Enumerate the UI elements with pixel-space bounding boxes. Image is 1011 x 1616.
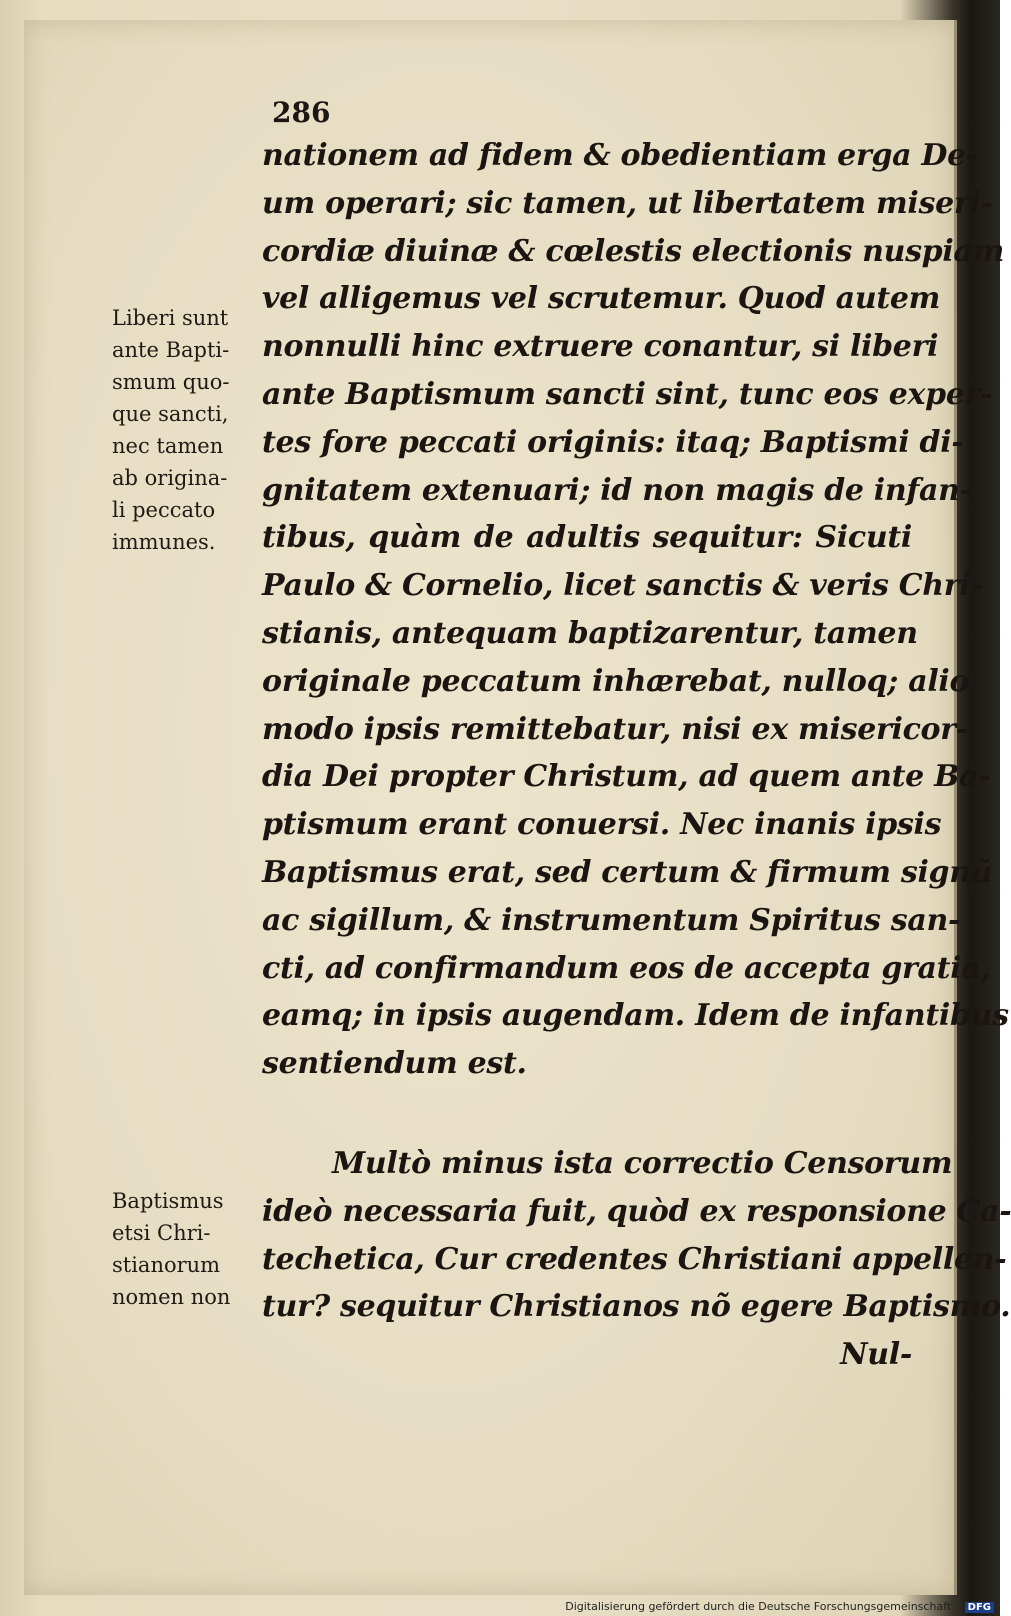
text-line: ante Baptismum sancti sint, tunc eos exper-: [262, 376, 993, 412]
text-line: tibus, quàm de adultis sequitur: Sicuti: [262, 520, 912, 556]
text-line: gnitatem extenuari; id non magis de infan-: [262, 472, 972, 508]
text-line: Baptismus erat, sed certum & firmum signũ: [262, 854, 993, 890]
text-line: tes fore peccati originis: itaq; Baptismi di-: [262, 424, 964, 460]
margin-note-line: nec tamen: [112, 434, 224, 458]
text-line: nonnulli hinc extruere conantur, si liberi: [262, 329, 939, 365]
margin-note-line: ab origina-: [112, 466, 228, 490]
text-line: sentiendum est.: [262, 1046, 527, 1082]
text-line: um operari; sic tamen, ut libertatem miseri-: [262, 185, 993, 221]
text-line: stianis, antequam baptizarentur, tamen: [262, 615, 918, 651]
margin-note-line: stianorum: [112, 1253, 221, 1277]
text-line: nationem ad fidem & obedientiam erga De-: [262, 138, 979, 173]
margin-note-line: smum quo-: [112, 370, 230, 394]
text-line: vel alligemus vel scrutemur. Quod autem: [262, 281, 941, 317]
digitization-credit: Digitalisierung gefördert durch die Deutsche Forschungsgemeinschaft · DFG: [565, 1600, 994, 1613]
margin-note-line: nomen non: [112, 1285, 231, 1309]
margin-note-line: ante Bapti-: [112, 338, 230, 362]
text-line: originale peccatum inhærebat, nulloq; alio: [262, 663, 970, 699]
main-text-block-2: [262, 1140, 1011, 1379]
text-line: cordiæ diuinæ & cœlestis electionis nuspiam: [262, 233, 1005, 269]
text-line: ideò necessaria fuit, quòd ex responsione Ca-: [262, 1193, 1011, 1229]
text-line: Multò minus ista correctio Censorum: [332, 1146, 953, 1181]
margin-note-2: [112, 1185, 272, 1313]
margin-note-line: immunes.: [112, 530, 216, 554]
text-line: ac sigillum, & instrumentum Spiritus san-: [262, 902, 961, 938]
text-line: techetica, Cur credentes Christiani appellen-: [262, 1241, 1007, 1277]
margin-note-1: [112, 302, 272, 558]
dfg-logo: DFG: [965, 1602, 994, 1613]
text-line: tur? sequitur Christianos nõ egere Baptismo.: [262, 1289, 1011, 1325]
text-line: cti, ad confirmandum eos de accepta gratia,: [262, 950, 991, 986]
text-line: modo ipsis remittebatur, nisi ex misericor-: [262, 711, 968, 747]
margin-note-line: Liberi sunt: [112, 306, 229, 330]
text-line: ptismum erant conuersi. Nec inanis ipsis: [262, 807, 942, 843]
margin-note-line: Baptismus: [112, 1189, 224, 1213]
text-line: Paulo & Cornelio, licet sanctis & veris Chri-: [262, 568, 983, 604]
main-text-block-1: [262, 132, 1009, 1088]
page-number: 286: [272, 96, 331, 129]
margin-note-line: etsi Chri-: [112, 1221, 211, 1245]
credit-text: Digitalisierung gefördert durch die Deutsche Forschungsgemeinschaft: [565, 1600, 952, 1613]
catchword: Nul-: [840, 1337, 912, 1373]
margin-note-line: que sancti,: [112, 402, 229, 426]
margin-note-line: li peccato: [112, 498, 216, 522]
text-line: dia Dei propter Christum, ad quem ante Ba-: [262, 759, 991, 795]
text-line: eamq; in ipsis augendam. Idem de infantibus: [262, 998, 1009, 1034]
